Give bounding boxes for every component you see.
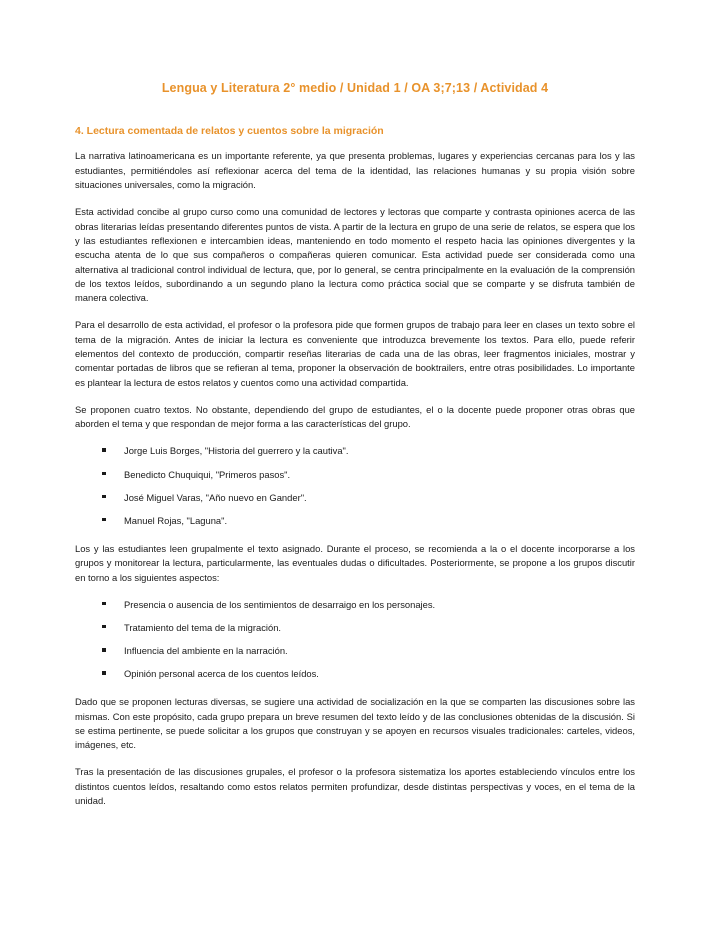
list-item: [75, 598, 635, 612]
list-item-label: Tratamiento del tema de la migración.: [124, 621, 282, 633]
bullet-square-icon: [102, 472, 106, 476]
bullet-square-icon: [102, 518, 106, 522]
section-heading: 4. Lectura comentada de relatos y cuentos sobre la migración: [75, 125, 384, 138]
list-item: [75, 667, 635, 681]
bullet-square-icon: [102, 495, 106, 499]
bullet-square-icon: [102, 602, 106, 606]
bullet-square-icon: [102, 671, 106, 675]
paragraph-6: Dado que se proponen lecturas diversas, se sugiere una actividad de socialización en la que se comparten las discusiones sobre las mismas. Con este propósito, cada grupo prepara un breve resumen del texto leído y de las conclusiones obtenidas de la discusión. Si se estima pertinente, se puede solicitar a los grupos que construyan y se apoyen en recursos visuales tradicionales: carteles, videos, imágenes, etc.: [75, 696, 635, 751]
list-item: [75, 644, 635, 658]
paragraph-7: Tras la presentación de las discusiones grupales, el profesor o la profesora sistematiza los aportes estableciendo vínculos entre los distintos cuentos leídos, resaltando como estos relatos permiten profundizar, desde distintas perspectivas y voces, en el tema de la unidad.: [75, 766, 635, 807]
paragraph-4: Se proponen cuatro textos. No obstante, dependiendo del grupo de estudiantes, el o la docente puede proponer otras obras que aborden el tema y que respondan de mejor forma a las características del grupo.: [75, 403, 635, 430]
discussion-aspects-list: [75, 598, 635, 681]
list-item-label: Benedicto Chuquiqui, "Primeros pasos".: [124, 468, 291, 480]
list-item: [75, 491, 635, 505]
suggested-texts-list: [75, 444, 635, 527]
list-item: [75, 444, 635, 458]
list-item-label: Influencia del ambiente en la narración.: [124, 645, 288, 657]
page-title: Lengua y Literatura 2° medio / Unidad 1 / OA 3;7;13 / Actividad 4: [161, 81, 549, 95]
paragraph-1: La narrativa latinoamericana es un importante referente, ya que presenta problemas, lugares y experiencias cercanas para los y las estudiantes, permitiéndoles así reflexionar acerca del tema de la identidad, las relaciones humanas y su propia visión sobre situaciones universales, como la migración.: [75, 150, 635, 191]
bullet-square-icon: [102, 625, 106, 629]
list-item-label: Presencia o ausencia de los sentimientos de desarraigo en los personajes.: [124, 598, 436, 610]
paragraph-5: Los y las estudiantes leen grupalmente el texto asignado. Durante el proceso, se recomienda a la o el docente incorporarse a los grupos y monitorear la lectura, particularmente, las eventuales dudas o dificultades. Posteriormente, se propone a los grupos discutir en torno a los siguientes aspectos:: [75, 542, 635, 583]
document-content: [75, 80, 635, 821]
list-item-label: Manuel Rojas, "Laguna".: [124, 514, 228, 526]
list-item-label: Opinión personal acerca de los cuentos leídos.: [124, 668, 319, 680]
list-item: [75, 514, 635, 528]
paragraph-3: Para el desarrollo de esta actividad, el profesor o la profesora pide que formen grupos de trabajo para leer en clases un texto sobre el tema de la migración. Antes de iniciar la lectura es conveniente que introduzca brevemente los textos. Para ello, puede referir elementos del contexto de producción, compartir reseñas literarias de cada una de las obras, leer fragmentos iniciales, mostrar y comentar portadas de libros que se refieran al tema, proponer la observación de booktrailers, entre otras posibilidades. Lo importante es plantear la lectura de estos relatos y cuentos como una actividad compartida.: [75, 319, 635, 388]
bullet-square-icon: [102, 648, 106, 652]
list-item-label: José Miguel Varas, "Año nuevo en Gander".: [124, 491, 307, 503]
list-item: [75, 468, 635, 482]
bullet-square-icon: [102, 448, 106, 452]
list-item: [75, 621, 635, 635]
list-item-label: Jorge Luis Borges, "Historia del guerrero y la cautiva".: [124, 445, 349, 457]
paragraph-2: Esta actividad concibe al grupo curso como una comunidad de lectores y lectoras que comparte y contrasta opiniones acerca de las obras literarias leídas presentando diferentes puntos de vista. A partir de la lectura en grupo de una serie de relatos, se espera que los y las estudiantes reflexionen e intercambien ideas, manteniendo en todo momento el respeto hacia las opiniones divergentes y la escucha atenta de lo que sus compañeros o compañeras quieren comunicar. Esta actividad puede ser considerada como una alternativa al tradicional control individual de lectura, que, por lo general, se centra principalmente en la evaluación de la comprensión de los textos leídos, subordinando a un segundo plano la lectura como práctica social que se comparte y se disfruta también de manera colectiva.: [75, 206, 635, 304]
